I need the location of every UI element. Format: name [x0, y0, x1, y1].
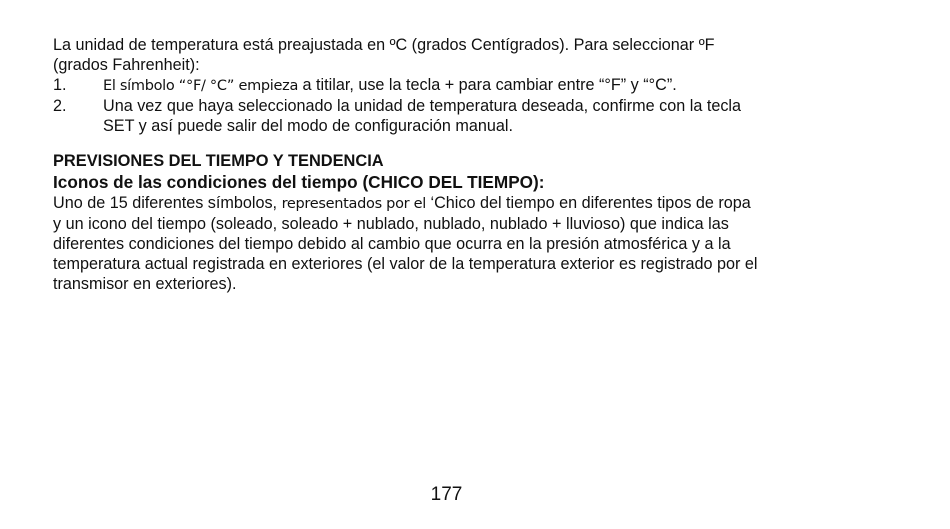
step-2-line-1: Una vez que haya seleccionado la unidad de temperatura deseada, confirme con la tecla: [103, 97, 742, 115]
body-line-1-condensed: representados por el: [281, 196, 426, 212]
page-number: 177: [430, 484, 463, 505]
steps-list: [53, 75, 913, 136]
body-line-1-start: Uno de 15 diferentes símbolos,: [53, 194, 282, 212]
body-line-5: transmisor en exteriores).: [53, 275, 237, 293]
body-line-4: temperatura actual registrada en exteriores (el valor de la temperatura exterior es registrado por el: [53, 255, 758, 273]
step-number: 1.: [53, 76, 67, 94]
step-2-line-2: SET y así puede salir del modo de configuración manual.: [103, 117, 514, 135]
step-1-text-condensed: El símbolo “°F/ °C” empieza: [103, 78, 299, 94]
section-body: [53, 193, 913, 294]
document-page: [53, 35, 913, 294]
step-1-text: [103, 75, 913, 96]
step-1-text-rest: a titilar, use la tecla + para cambiar entre “°F” y “°C”.: [298, 76, 677, 94]
section-heading: PREVISIONES DEL TIEMPO Y TENDENCIA: [53, 152, 384, 170]
list-item: [53, 75, 913, 96]
step-number: 2.: [53, 97, 67, 115]
body-line-1: [53, 193, 913, 214]
intro-line-2: (grados Fahrenheit):: [53, 56, 200, 74]
body-line-3: diferentes condiciones del tiempo debido al cambio que ocurra en la presión atmosférica y a la: [53, 235, 731, 253]
intro-line-1: La unidad de temperatura está preajustada en ºC (grados Centígrados). Para seleccionar ºF: [53, 36, 715, 54]
list-item: [53, 96, 913, 136]
section-gap: [53, 136, 913, 151]
section-subheading: Iconos de las condiciones del tiempo (CHICO DEL TIEMPO):: [53, 172, 545, 192]
body-line-1-end: ‘Chico del tiempo en diferentes tipos de ropa: [425, 194, 751, 212]
body-line-2: y un icono del tiempo (soleado, soleado + nublado, nublado, nublado + lluvioso) que indica las: [53, 215, 729, 233]
